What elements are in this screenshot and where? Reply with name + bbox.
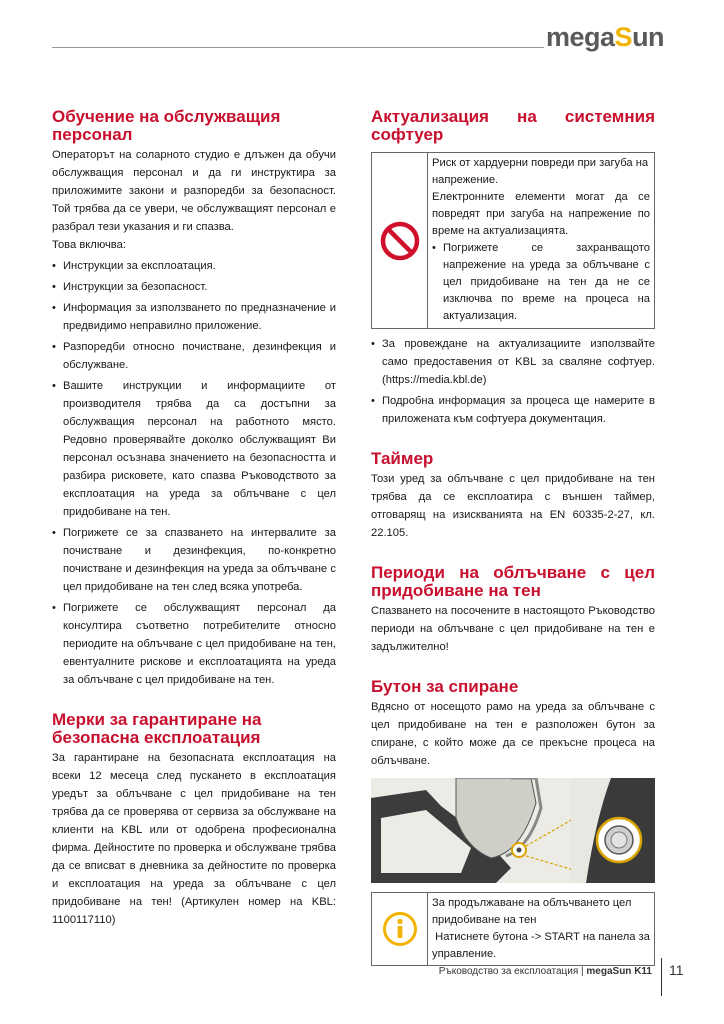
footer-divider <box>661 958 662 996</box>
section-title-stop-button: Бутон за спиране <box>371 677 519 696</box>
section-title-safe-operation: Мерки за гарантиране на безопасна експлоатация <box>52 710 262 747</box>
stop-button-illustration <box>371 778 655 883</box>
right-column <box>371 108 655 966</box>
list-item: • За провеждане на актуализациите използвайте само предоставения от KBL за сваляне софтуер. (https://media.kbl.de) <box>371 335 655 389</box>
info-box <box>371 892 655 966</box>
info-continue: За продължаване на облъчването цел придобиване на тен <box>432 897 632 926</box>
list-item: • Вашите инструкции и информациите от производителя трябва да са достъпни за обслужващия персонал на работното място. Редовно проверявайте доколко обслужващият Ви персонал осъзнава значението на безопасността и разбира рисковете, като спазва Ръководството за експлоатация на уреда за облъчване с цел придобиване на тен. <box>52 377 336 521</box>
warning-bullet: • Погрижете се захранващото напрежение на уреда за облъчване с цел придобиване на тен да не се изключва по време на процеса на актуализация. <box>432 240 650 325</box>
list-item: • Информация за използването по предназначение и предвидимо неправилно приложение. <box>52 299 336 335</box>
stop-button-photo <box>371 778 655 883</box>
left-column <box>52 108 336 929</box>
stop-button-body: Вдясно от носещото рамо на уреда за облъчване с цел придобиване на тен е разположен бутон за спиране, с който може да се прекъсне процеса на облъчване. <box>371 701 655 767</box>
prohibition-icon <box>380 221 420 261</box>
tanning-periods-body: Спазването на посочените в настоящото Ръководство периоди на облъчване с цел придобиване на тен е задължително! <box>371 605 655 653</box>
list-item: • Погрижете се за спазването на интервалите за почистване и дезинфекция, по-конкретно почистване и дезинфекция на уреда за облъчване с цел придобиване на тен след всяка употреба. <box>52 524 336 596</box>
list-item: • Погрижете се обслужващият персонал да консултира съответно потребителите относно периодите на облъчване с цел придобиване на тен, евентуалните рискове и експлоатацията на уреда за облъчване с цел придобиване на тен. <box>52 599 336 689</box>
list-item: • Подробна информация за процеса ще намерите в приложената към софтуера документация. <box>371 392 655 428</box>
list-item: • Инструкции за безопасност. <box>52 278 336 296</box>
safe-operation-body: За гарантиране на безопасната експлоатация на всеки 12 месеца след пускането в експлоатация уредът за облъчване с цел придобиване на тен трябва да се проверява от сервиза за обслужване на клиенти на KBL или от одобрена професионална фирма. Дейностите по проверка и обслужване трябва да се вписват в дневника за дейностите по проверка и експлоатация на уреда за облъчване с цел придобиване на тен! (Артикулен номер на KBL: 1100117110) <box>52 752 336 926</box>
footer-manual-title: Ръководство за експлоатация | megaSun K11 <box>438 966 652 977</box>
section-title-timer: Таймер <box>371 449 434 468</box>
timer-body: Този уред за облъчване с цел придобиване на тен трябва да се експлоатира с външен таймер, отговарящ на изискванията на EN 60335-2-27, кл. 22.105. <box>371 473 655 539</box>
megasun-logo: megaSun <box>546 22 665 52</box>
section-title-software-update: Актуализация на системния софтуер <box>371 107 655 144</box>
staff-training-lead: Това включва: <box>52 239 126 251</box>
software-update-list <box>371 335 655 428</box>
list-item: • Разпоредби относно почистване, дезинфекция и обслужване. <box>52 338 336 374</box>
page-number: 11 <box>669 962 684 978</box>
section-title-tanning-periods: Периоди на облъчване с цел придобиване на тен <box>371 563 655 600</box>
header-rule <box>52 47 544 48</box>
warning-detail: Електронните елементи могат да се повредят при загуба на напрежение по време на актуализацията. <box>432 191 650 237</box>
staff-training-list <box>52 257 336 689</box>
section-title-staff-training: Обучение на обслужващия персонал <box>52 107 281 144</box>
info-icon <box>382 911 418 947</box>
warning-box <box>371 152 655 329</box>
staff-training-intro: Операторът на соларното студио е длъжен да обучи обслужващия персонал и да ги инструктира за приложимите закони и разпоредби за безопасност. Той трябва да се увери, че обслужващият персонал е разбрал тези указания и ги спазва. <box>52 149 336 233</box>
list-item: • Инструкции за експлоатация. <box>52 257 336 275</box>
info-press-start: Натиснете бутона -> START на панела за управление. <box>432 931 654 960</box>
warning-risk: Риск от хардуерни повреди при загуба на напрежение. <box>432 157 649 186</box>
